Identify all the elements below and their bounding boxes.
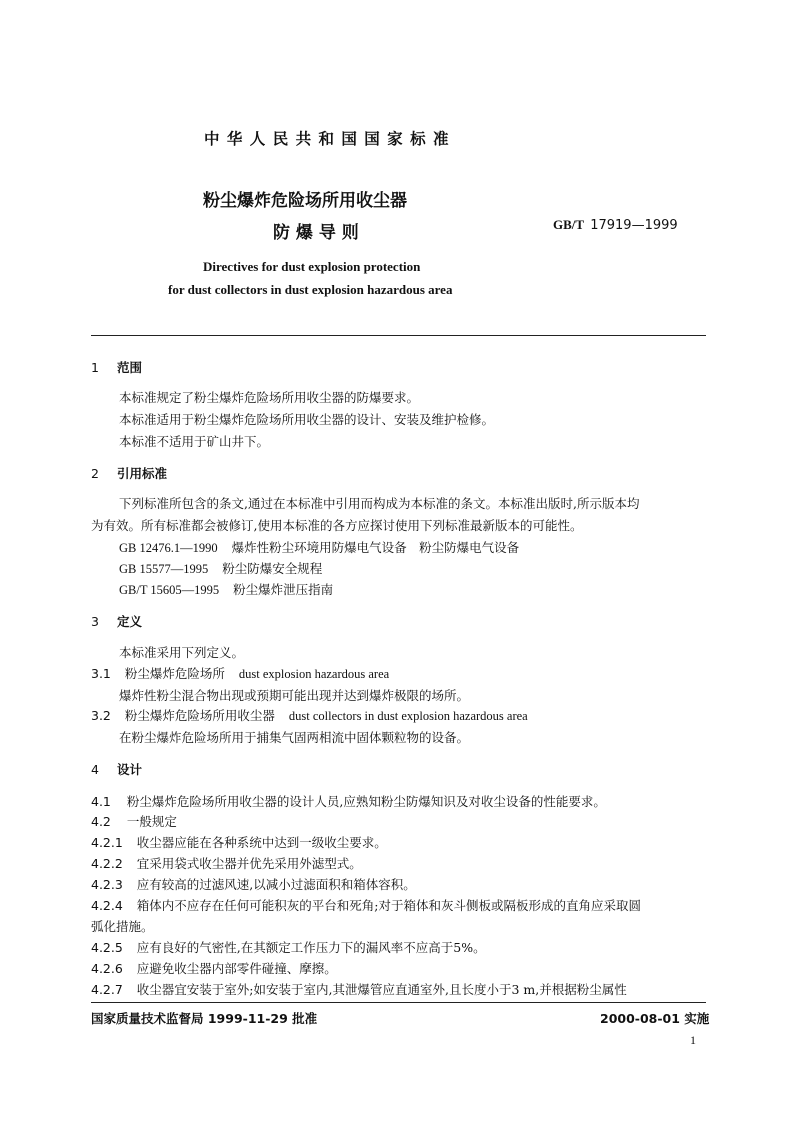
clause-4-2-6 (91, 959, 337, 977)
document-title-cn-line2: 防 爆 导 则 (273, 223, 359, 243)
clause-4-2-3 (91, 875, 416, 893)
definition-text: 在粉尘爆炸危险场所用于捕集气固两相流中固体颗粒物的设备。 (119, 730, 470, 745)
clause-text-continued: 弧化措施。 (91, 919, 154, 934)
standard-number (553, 217, 678, 233)
definition-3-1 (91, 664, 389, 682)
clause-text: 一般规定 (126, 814, 177, 829)
document-title-en-line1: Directives for dust explosion protection (203, 259, 421, 274)
clause-4-1 (91, 792, 606, 810)
clause-number: 3.2 (91, 708, 111, 723)
document-title-en-line2: for dust collectors in dust explosion hazardous area (168, 282, 453, 297)
clause-text: 收尘器应能在各种系统中达到一级收尘要求。 (136, 835, 387, 850)
section-number: 1 (91, 360, 99, 375)
clause-text: 收尘器宜安装于室外;如安装于室内,其泄爆管应直通室外,且长度小于3 m,并根据粉尘属性 (136, 982, 627, 997)
effective-date: 2000-08-01 实施 (600, 1011, 710, 1026)
clause-number: 4.2.7 (91, 982, 123, 997)
clause-number: 4.2.6 (91, 961, 123, 976)
section-title: 范围 (116, 360, 142, 375)
reference-code: GB 12476.1—1990 (119, 541, 218, 555)
definition-term-en: dust explosion hazardous area (238, 667, 390, 681)
section-number: 4 (91, 762, 99, 777)
footer-divider (91, 1002, 706, 1003)
section-1-heading (91, 358, 142, 376)
section-title: 设计 (116, 762, 142, 777)
definition-term-en: dust collectors in dust explosion hazardous area (288, 709, 528, 723)
paragraph: 本标准规定了粉尘爆炸危险场所用收尘器的防爆要求。 (119, 390, 420, 405)
clause-4-2 (91, 812, 177, 830)
paragraph: 本标准适用于粉尘爆炸危险场所用收尘器的设计、安装及维护检修。 (119, 412, 495, 427)
reference-title: 爆炸性粉尘环境用防爆电气设备 粉尘防爆电气设备 (231, 540, 520, 555)
section-4-heading (91, 760, 142, 778)
paragraph: 本标准采用下列定义。 (119, 645, 245, 660)
document-title-cn-line1: 粉尘爆炸危险场所用收尘器 (203, 191, 407, 211)
section-2-heading (91, 464, 167, 482)
clause-text: 粉尘爆炸危险场所用收尘器的设计人员,应熟知粉尘防爆知识及对收尘设备的性能要求。 (126, 794, 606, 809)
clause-number: 4.2 (91, 814, 111, 829)
clause-number: 4.1 (91, 794, 111, 809)
clause-number: 4.2.3 (91, 877, 123, 892)
paragraph: 本标准不适用于矿山井下。 (119, 434, 270, 449)
national-standard-label: 中 华 人 民 共 和 国 国 家 标 准 (204, 130, 450, 148)
clause-4-2-1 (91, 833, 387, 851)
clause-4-2-7 (91, 980, 627, 998)
approval-note: 国家质量技术监督局 1999-11-29 批准 (91, 1011, 318, 1026)
section-number: 3 (91, 614, 99, 629)
clause-text: 应有较高的过滤风速,以减小过滤面积和箱体容积。 (136, 877, 416, 892)
clause-4-2-4 (91, 896, 641, 914)
page-number: 1 (690, 1033, 696, 1047)
standard-prefix: GB/T (553, 217, 585, 232)
reference-code: GB 15577—1995 (119, 562, 209, 576)
clause-text: 应有良好的气密性,在其额定工作压力下的漏风率不应高于5%。 (136, 940, 486, 955)
clause-text: 箱体内不应存在任何可能积灰的平台和死角;对于箱体和灰斗侧板或隔板形成的直角应采取圆 (136, 898, 642, 913)
clause-text: 宜采用袋式收尘器并优先采用外滤型式。 (136, 856, 362, 871)
clause-number: 4.2.4 (91, 898, 123, 913)
clause-number: 4.2.2 (91, 856, 123, 871)
standard-code: 17919—1999 (590, 218, 678, 233)
definition-term: 粉尘爆炸危险场所 (124, 666, 225, 681)
reference-standard (119, 580, 333, 598)
section-3-heading (91, 612, 142, 630)
section-title: 定义 (116, 614, 142, 629)
clause-number: 4.2.1 (91, 835, 123, 850)
definition-term: 粉尘爆炸危险场所用收尘器 (124, 708, 275, 723)
section-title: 引用标准 (116, 466, 167, 481)
reference-code: GB/T 15605—1995 (119, 583, 220, 597)
paragraph: 下列标准所包含的条文,通过在本标准中引用而构成为本标准的条文。本标准出版时,所示版本均 (119, 496, 640, 511)
reference-standard (119, 559, 322, 577)
clause-4-2-2 (91, 854, 362, 872)
reference-title: 粉尘爆炸泄压指南 (233, 582, 334, 597)
reference-standard (119, 538, 519, 556)
paragraph: 为有效。所有标准都会被修订,使用本标准的各方应探讨使用下列标准最新版本的可能性。 (91, 518, 583, 533)
clause-number: 4.2.5 (91, 940, 123, 955)
clause-text: 应避免收尘器内部零件碰撞、摩擦。 (136, 961, 337, 976)
section-number: 2 (91, 466, 99, 481)
reference-title: 粉尘防爆安全规程 (222, 561, 323, 576)
clause-4-2-5 (91, 938, 486, 956)
header-divider (91, 335, 706, 336)
definition-text: 爆炸性粉尘混合物出现或预期可能出现并达到爆炸极限的场所。 (119, 688, 470, 703)
definition-3-2 (91, 706, 528, 724)
clause-number: 3.1 (91, 666, 111, 681)
